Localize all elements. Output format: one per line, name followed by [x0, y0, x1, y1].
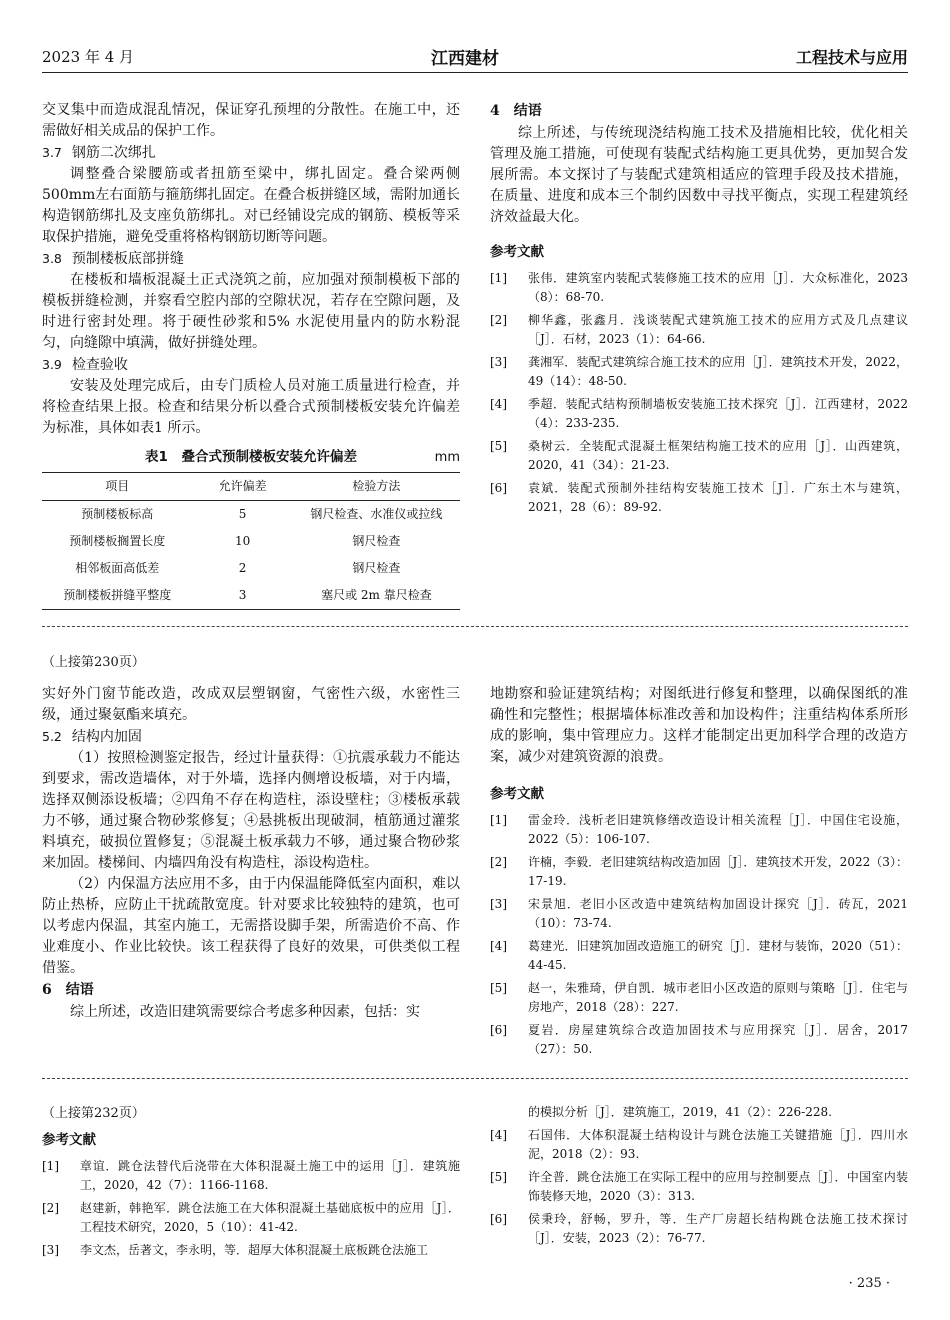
tolerance-table [42, 472, 460, 610]
table-cell: 3 [238, 588, 247, 602]
section-number: 5.2 [42, 729, 62, 744]
paragraph: （2）内保温方法应用不多，由于内保温能降低室内面积，难以防止热桥，应防止干扰疏散宽度。针对要求比较独特的建筑，也可以考虑内保温，其室内施工，无需搭设脚手架，所需造价不高、作业难度小、作业比较快。该工程获得了良好的效果，可供类似工程借鉴。 [42, 876, 460, 976]
reference-text: 张伟．建筑室内装配式装修施工技术的应用［J］．大众标准化，2023（8）：68-70. [528, 271, 908, 304]
table-cell: 5 [238, 507, 247, 521]
reference-text: 桑树云．全装配式混凝土框架结构施工技术的应用［J］．山西建筑，2020，41（34）：21-23. [528, 439, 908, 472]
article-divider [42, 626, 908, 627]
table-row [42, 528, 460, 555]
section-number: 3.9 [42, 357, 62, 372]
intro-paragraph: 交叉集中而造成混乱情况，保证穿孔预埋的分散性。在施工中，还需做好相关成品的保护工作。 [42, 102, 460, 139]
reference-item [490, 853, 908, 891]
reference-list [42, 1157, 460, 1260]
reference-text: 许楠，李毅．老旧建筑结构改造加固［J］．建筑技术开发，2022（3）：17-19. [528, 855, 908, 888]
block2-right-column [490, 684, 908, 1063]
reference-text: 宋景旭．老旧小区改造中建筑结构加固设计探究［J］．砖瓦，2021（10）：73-74. [528, 897, 908, 930]
reference-number: [3] [490, 897, 507, 911]
reference-list [490, 811, 908, 1059]
reference-text: 章谊．跳仓法替代后浇带在大体积混凝土施工中的运用［J］．建筑施工，2020，42（7）：1166-1168. [80, 1159, 460, 1192]
reference-item [42, 1199, 460, 1237]
reference-number: [5] [490, 1170, 507, 1184]
journal-name: 江西建材 [431, 48, 499, 69]
block2-left-column [42, 684, 460, 1023]
paragraph: 综上所述，改造旧建筑需要综合考虑多种因素，包括：实 [70, 1004, 420, 1020]
reference-number: [6] [490, 481, 507, 495]
section-3-8-paragraph: 在楼板和墙板混凝土正式浇筑之前，应加强对预制模板下部的模板拼缝检测，并察看空腔内部的空隙状况，若存在空隙问题，及时进行密封处理。将于硬性砂浆和5% 水泥使用量内的防水粉混匀，向缝隙中填满，做好拼缝处理。 [42, 272, 460, 351]
reference-text: 葛建光．旧建筑加固改造施工的研究［J］．建材与装饰，2020（51）：44-45. [528, 939, 908, 972]
table-row [42, 555, 460, 582]
section-3-9-heading [42, 354, 460, 376]
section-4-heading: 4 结语 [490, 103, 542, 119]
reference-text: 季超．装配式结构预制墙板安装施工技术探究［J］．江西建材，2022（4）：233-235. [528, 397, 908, 430]
reference-item [490, 895, 908, 933]
reference-item [490, 395, 908, 433]
reference-text: 赵建新，韩艳军．跳仓法施工在大体积混凝土基础底板中的应用［J］．工程技术研究，2020，5（10）：41-42. [80, 1201, 460, 1234]
section-3-8-heading [42, 248, 460, 270]
paragraph: 实好外门窗节能改造，改成双层塑钢窗，气密性六级，水密性三级，通过聚氨酯来填充。 [42, 686, 460, 723]
reference-text: 李文杰，岳著文，李永明，等．超厚大体积混凝土底板跳仓法施工 [80, 1243, 429, 1257]
section-number: 3.8 [42, 251, 62, 266]
table-cell: 钢尺检查、水准仪或拉线 [310, 507, 443, 521]
issue-date: 2023 年 4 月 [42, 47, 135, 66]
table-title: 表1 叠合式预制楼板安装允许偏差 [145, 449, 357, 465]
reference-item [490, 311, 908, 349]
block1-left-column [42, 100, 460, 610]
section-title: 结构内加固 [71, 729, 142, 745]
table-cell: 相邻板面高低差 [75, 561, 160, 575]
conclusion-paragraph: 综上所述，与传统现浇结构施工技术及措施相比较，优化相关管理及施工措施，可使现有装配式结构施工更具优势，更加契合发展所需。本文探讨了与装配式建筑相适应的管理手段及技术措施，在质量、进度和成本三个制约因数中寻找平衡点，实现工程建筑经济效益最大化。 [490, 125, 908, 225]
reference-list [490, 1126, 908, 1248]
references-heading: 参考文献 [42, 1132, 96, 1148]
reference-number: [5] [490, 981, 507, 995]
reference-text: 许全普．跳仓法施工在实际工程中的应用与控制要点［J］．中国室内装饰装修天地，2020（3）：313. [528, 1170, 908, 1203]
block3-left-column [42, 1126, 460, 1264]
page-number: · 235 · [848, 1276, 890, 1291]
reference-item [490, 479, 908, 517]
section-3-7-heading [42, 142, 460, 164]
reference-item [490, 811, 908, 849]
table-caption [42, 447, 460, 468]
reference-item [490, 937, 908, 975]
section-title: 检查验收 [71, 357, 128, 373]
reference-item [490, 1126, 908, 1164]
references-heading: 参考文献 [490, 786, 544, 802]
reference-item [490, 1168, 908, 1206]
table-header-cell: 项目 [105, 479, 130, 493]
table-header-row [42, 473, 460, 501]
reference-continuation [490, 1103, 908, 1122]
table-cell: 2 [238, 561, 247, 575]
reference-item [490, 1210, 908, 1248]
table-cell: 预制楼板标高 [81, 507, 154, 521]
reference-text: 夏岩．房屋建筑综合改造加固技术与应用探究［J］．居舍，2017（27）：50. [528, 1023, 908, 1056]
block3-right-column [490, 1103, 908, 1252]
section-title: 预制楼板底部拼缝 [71, 251, 184, 267]
table-unit: mm [434, 450, 460, 465]
table-header-cell: 检验方法 [352, 479, 401, 493]
section-title: 钢筋二次绑扎 [71, 145, 156, 161]
reference-text: 赵一，朱雅琦，伊自凯．城市老旧小区改造的原则与策略［J］．住宅与房地产，2018（28）：227. [528, 981, 908, 1014]
table-row [42, 501, 460, 529]
reference-number: [1] [490, 813, 507, 827]
reference-number: [2] [490, 855, 507, 869]
continued-note: （上接第232页） [42, 1106, 145, 1121]
reference-list [490, 269, 908, 517]
reference-item [490, 437, 908, 475]
reference-item [490, 979, 908, 1017]
reference-text: 柳华鑫，张鑫月．浅谈装配式建筑施工技术的应用方式及几点建议［J］．石材，2023（1）：64-66. [528, 313, 908, 346]
table-cell: 10 [234, 534, 251, 548]
table-row [42, 582, 460, 610]
reference-item [490, 269, 908, 307]
table-cell: 塞尺或 2m 靠尺检查 [321, 588, 432, 602]
reference-number: [1] [42, 1159, 59, 1173]
reference-item [42, 1157, 460, 1195]
reference-item [490, 1021, 908, 1059]
section-6-heading: 6 结语 [42, 982, 94, 998]
reference-text: 的模拟分析［J］．建筑施工，2019，41（2）：226-228. [528, 1105, 832, 1119]
reference-number: [4] [490, 939, 507, 953]
paragraph: 地勘察和验证建筑结构；对图纸进行修复和整理，以确保图纸的准确性和完整性；根据墙体标准改善和加设构件；注重结构体系所形成的影响，集中管理应力。这样才能制定出更加科学合理的改造方案，减少对建筑资源的浪费。 [490, 686, 908, 765]
reference-text: 石国伟．大体积混凝土结构设计与跳仓法施工关键措施［J］．四川水泥，2018（2）：93. [528, 1128, 908, 1161]
table-cell: 预制楼板拼缝平整度 [63, 588, 172, 602]
article-divider [42, 1078, 908, 1079]
reference-number: [6] [490, 1023, 507, 1037]
section-name: 工程技术与应用 [795, 47, 908, 67]
reference-number: [4] [490, 1128, 507, 1142]
table-cell: 预制楼板搁置长度 [69, 534, 166, 548]
section-5-2-heading [42, 726, 460, 748]
section-3-7-paragraph: 调整叠合梁腰筋或者扭筋至梁中，绑扎固定。叠合梁两侧500mm左右面筋与箍筋绑扎固定。在叠合板拼缝区域，需附加通长构造钢筋绑扎及支座负筋绑扎。对已经铺设完成的钢筋、模板等采取保护措施，避免受重将格构钢筋切断等问题。 [42, 166, 460, 245]
reference-text: 雷金玲．浅析老旧建筑修缮改造设计相关流程［J］．中国住宅设施，2022（5）：106-107. [528, 813, 908, 846]
reference-item [490, 353, 908, 391]
table-header-cell: 允许偏差 [218, 479, 267, 493]
reference-number: [4] [490, 397, 507, 411]
section-number: 3.7 [42, 145, 62, 160]
table-cell: 钢尺检查 [352, 534, 401, 548]
reference-text: 袁斌．装配式预制外挂结构安装施工技术［J］．广东土木与建筑，2021，28（6）：89-92. [528, 481, 908, 514]
table-cell: 钢尺检查 [352, 561, 401, 575]
reference-number: [3] [490, 355, 507, 369]
reference-number: [5] [490, 439, 507, 453]
reference-number: [2] [490, 313, 507, 327]
paragraph: （1）按照检测鉴定报告，经过计量获得：①抗震承载力不能达到要求，需改造墙体，对于外墙，选择内侧增设板墙，对于内墙，选择双侧添设板墙；②四角不存在构造柱，添设壁柱；③楼板承载力不够，通过聚合物砂浆修复；④悬挑板出现破洞，植筋通过灌浆料填充，破损位置修复；⑤混凝土板承载力不够，通过聚合物砂浆来加固。楼梯间、内墙四角没有构造柱，添设构造柱。 [42, 750, 460, 871]
references-heading: 参考文献 [490, 244, 544, 260]
reference-text: 侯秉玲，舒畅，罗升，等．生产厂房超长结构跳仓法施工技术探讨［J］．安装，2023（2）：76-77. [528, 1212, 908, 1245]
reference-number: [1] [490, 271, 507, 285]
reference-text: 龚湘军．装配式建筑综合施工技术的应用［J］．建筑技术开发，2022，49（14）：48-50. [528, 355, 908, 388]
continued-note: （上接第230页） [42, 655, 145, 670]
block1-right-column [490, 100, 908, 521]
section-3-9-paragraph: 安装及处理完成后，由专门质检人员对施工质量进行检查，并将检查结果上报。检查和结果分析以叠合式预制楼板安装允许偏差为标准，具体如表1 所示。 [42, 378, 460, 436]
reference-number: [2] [42, 1201, 59, 1215]
page-header [42, 40, 908, 73]
reference-item [42, 1241, 460, 1260]
reference-number: [6] [490, 1212, 507, 1226]
reference-number: [3] [42, 1243, 59, 1257]
